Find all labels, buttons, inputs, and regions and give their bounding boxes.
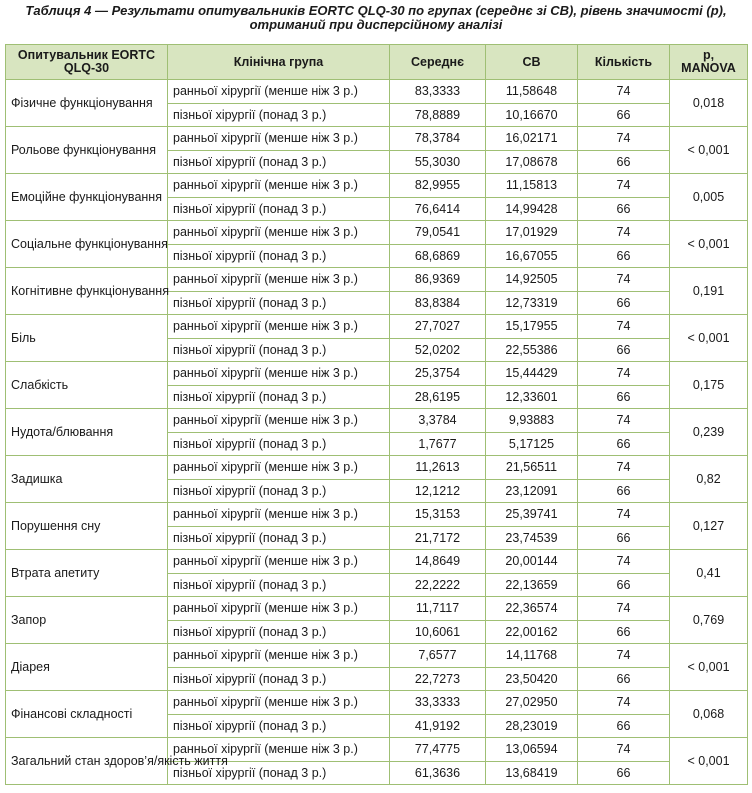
- clinical-group-cell: пізньої хірургії (понад 3 р.): [168, 244, 390, 268]
- header-count: Кількість: [578, 45, 670, 80]
- table-row: [6, 691, 748, 715]
- p-value-cell: 0,018: [670, 80, 748, 127]
- header-sd: СВ: [486, 45, 578, 80]
- sd-cell: 23,50420: [486, 667, 578, 691]
- parameter-cell: Емоційне функціонування: [6, 174, 168, 221]
- clinical-group-cell: пізньої хірургії (понад 3 р.): [168, 667, 390, 691]
- sd-cell: 17,08678: [486, 150, 578, 174]
- sd-cell: 20,00144: [486, 550, 578, 574]
- count-cell: 66: [578, 761, 670, 785]
- count-cell: 74: [578, 691, 670, 715]
- sd-cell: 5,17125: [486, 432, 578, 456]
- sd-cell: 22,36574: [486, 597, 578, 621]
- clinical-group-cell: ранньої хірургії (менше ніж 3 р.): [168, 80, 390, 104]
- parameter-cell: Нудота/блювання: [6, 409, 168, 456]
- count-cell: 74: [578, 738, 670, 762]
- parameter-cell: Втрата апетиту: [6, 550, 168, 597]
- clinical-group-cell: пізньої хірургії (понад 3 р.): [168, 432, 390, 456]
- sd-cell: 23,74539: [486, 526, 578, 550]
- sd-cell: 12,33601: [486, 385, 578, 409]
- mean-cell: 21,7172: [390, 526, 486, 550]
- p-value-cell: 0,127: [670, 503, 748, 550]
- count-cell: 66: [578, 667, 670, 691]
- count-cell: 74: [578, 174, 670, 198]
- sd-cell: 23,12091: [486, 479, 578, 503]
- count-cell: 74: [578, 127, 670, 151]
- count-cell: 66: [578, 150, 670, 174]
- count-cell: 66: [578, 291, 670, 315]
- sd-cell: 9,93883: [486, 409, 578, 433]
- parameter-cell: Діарея: [6, 644, 168, 691]
- mean-cell: 55,3030: [390, 150, 486, 174]
- p-value-cell: 0,005: [670, 174, 748, 221]
- count-cell: 66: [578, 573, 670, 597]
- clinical-group-cell: пізньої хірургії (понад 3 р.): [168, 526, 390, 550]
- mean-cell: 83,3333: [390, 80, 486, 104]
- parameter-cell: Рольове функціонування: [6, 127, 168, 174]
- sd-cell: 27,02950: [486, 691, 578, 715]
- mean-cell: 79,0541: [390, 221, 486, 245]
- count-cell: 66: [578, 103, 670, 127]
- clinical-group-cell: пізньої хірургії (понад 3 р.): [168, 197, 390, 221]
- results-table: [5, 44, 748, 785]
- mean-cell: 61,3636: [390, 761, 486, 785]
- p-value-cell: 0,068: [670, 691, 748, 738]
- sd-cell: 13,68419: [486, 761, 578, 785]
- mean-cell: 28,6195: [390, 385, 486, 409]
- clinical-group-cell: пізньої хірургії (понад 3 р.): [168, 103, 390, 127]
- mean-cell: 27,7027: [390, 315, 486, 339]
- clinical-group-cell: пізньої хірургії (понад 3 р.): [168, 150, 390, 174]
- table-row: [6, 268, 748, 292]
- parameter-cell: Задишка: [6, 456, 168, 503]
- sd-cell: 14,92505: [486, 268, 578, 292]
- p-value-cell: < 0,001: [670, 127, 748, 174]
- parameter-cell: Запор: [6, 597, 168, 644]
- table-row: [6, 221, 748, 245]
- mean-cell: 68,6869: [390, 244, 486, 268]
- sd-cell: 12,73319: [486, 291, 578, 315]
- count-cell: 74: [578, 315, 670, 339]
- clinical-group-cell: ранньої хірургії (менше ніж 3 р.): [168, 174, 390, 198]
- sd-cell: 11,58648: [486, 80, 578, 104]
- mean-cell: 52,0202: [390, 338, 486, 362]
- mean-cell: 1,7677: [390, 432, 486, 456]
- table-row: [6, 597, 748, 621]
- sd-cell: 10,16670: [486, 103, 578, 127]
- mean-cell: 14,8649: [390, 550, 486, 574]
- mean-cell: 41,9192: [390, 714, 486, 738]
- count-cell: 66: [578, 197, 670, 221]
- count-cell: 74: [578, 268, 670, 292]
- table-caption: Таблиця 4 — Результати опитувальників EORTC QLQ-30 по групах (середнє зі СВ), рівень значимості (р), отриманий при дисперсійному аналізі: [25, 3, 727, 32]
- clinical-group-cell: пізньої хірургії (понад 3 р.): [168, 479, 390, 503]
- p-value-cell: 0,82: [670, 456, 748, 503]
- mean-cell: 7,6577: [390, 644, 486, 668]
- sd-cell: 21,56511: [486, 456, 578, 480]
- parameter-cell: Соціальне функціонування: [6, 221, 168, 268]
- sd-cell: 25,39741: [486, 503, 578, 527]
- count-cell: 66: [578, 714, 670, 738]
- count-cell: 66: [578, 244, 670, 268]
- parameter-cell: Слабкість: [6, 362, 168, 409]
- header-questionnaire: Опитувальник EORTC QLQ-30: [6, 45, 168, 80]
- clinical-group-cell: ранньої хірургії (менше ніж 3 р.): [168, 597, 390, 621]
- sd-cell: 11,15813: [486, 174, 578, 198]
- clinical-group-cell: ранньої хірургії (менше ніж 3 р.): [168, 127, 390, 151]
- header-p-manova: р, MANOVA: [670, 45, 748, 80]
- mean-cell: 22,2222: [390, 573, 486, 597]
- mean-cell: 3,3784: [390, 409, 486, 433]
- mean-cell: 78,3784: [390, 127, 486, 151]
- mean-cell: 78,8889: [390, 103, 486, 127]
- sd-cell: 15,17955: [486, 315, 578, 339]
- count-cell: 74: [578, 221, 670, 245]
- clinical-group-cell: ранньої хірургії (менше ніж 3 р.): [168, 691, 390, 715]
- mean-cell: 83,8384: [390, 291, 486, 315]
- p-value-cell: 0,175: [670, 362, 748, 409]
- table-row: [6, 127, 748, 151]
- count-cell: 66: [578, 479, 670, 503]
- table-row: [6, 644, 748, 668]
- p-value-cell: < 0,001: [670, 221, 748, 268]
- count-cell: 74: [578, 362, 670, 386]
- mean-cell: 11,2613: [390, 456, 486, 480]
- count-cell: 74: [578, 550, 670, 574]
- mean-cell: 22,7273: [390, 667, 486, 691]
- p-value-cell: 0,769: [670, 597, 748, 644]
- clinical-group-cell: пізньої хірургії (понад 3 р.): [168, 761, 390, 785]
- p-value-cell: 0,191: [670, 268, 748, 315]
- p-value-cell: < 0,001: [670, 315, 748, 362]
- table-row: [6, 503, 748, 527]
- count-cell: 74: [578, 503, 670, 527]
- sd-cell: 14,99428: [486, 197, 578, 221]
- count-cell: 66: [578, 526, 670, 550]
- sd-cell: 15,44429: [486, 362, 578, 386]
- table-row: [6, 174, 748, 198]
- mean-cell: 12,1212: [390, 479, 486, 503]
- table-row: [6, 738, 748, 762]
- sd-cell: 22,55386: [486, 338, 578, 362]
- mean-cell: 11,7117: [390, 597, 486, 621]
- clinical-group-cell: ранньої хірургії (менше ніж 3 р.): [168, 221, 390, 245]
- count-cell: 74: [578, 597, 670, 621]
- table-row: [6, 456, 748, 480]
- count-cell: 74: [578, 80, 670, 104]
- mean-cell: 15,3153: [390, 503, 486, 527]
- sd-cell: 22,13659: [486, 573, 578, 597]
- clinical-group-cell: ранньої хірургії (менше ніж 3 р.): [168, 550, 390, 574]
- table-body: [6, 80, 748, 785]
- parameter-cell: Загальний стан здоров’я/якість життя: [6, 738, 168, 785]
- clinical-group-cell: ранньої хірургії (менше ніж 3 р.): [168, 644, 390, 668]
- clinical-group-cell: пізньої хірургії (понад 3 р.): [168, 714, 390, 738]
- mean-cell: 82,9955: [390, 174, 486, 198]
- table-row: [6, 362, 748, 386]
- table-row: [6, 550, 748, 574]
- count-cell: 74: [578, 644, 670, 668]
- clinical-group-cell: ранньої хірургії (менше ніж 3 р.): [168, 738, 390, 762]
- table-row: [6, 409, 748, 433]
- p-value-cell: 0,41: [670, 550, 748, 597]
- parameter-cell: Біль: [6, 315, 168, 362]
- header-row: [6, 45, 748, 80]
- sd-cell: 22,00162: [486, 620, 578, 644]
- table-row: [6, 315, 748, 339]
- mean-cell: 77,4775: [390, 738, 486, 762]
- mean-cell: 76,6414: [390, 197, 486, 221]
- count-cell: 66: [578, 432, 670, 456]
- parameter-cell: Фізичне функціонування: [6, 80, 168, 127]
- clinical-group-cell: пізньої хірургії (понад 3 р.): [168, 385, 390, 409]
- table-row: [6, 80, 748, 104]
- header-mean: Середнє: [390, 45, 486, 80]
- clinical-group-cell: пізньої хірургії (понад 3 р.): [168, 573, 390, 597]
- count-cell: 66: [578, 385, 670, 409]
- mean-cell: 10,6061: [390, 620, 486, 644]
- clinical-group-cell: ранньої хірургії (менше ніж 3 р.): [168, 456, 390, 480]
- sd-cell: 28,23019: [486, 714, 578, 738]
- p-value-cell: < 0,001: [670, 644, 748, 691]
- mean-cell: 25,3754: [390, 362, 486, 386]
- sd-cell: 16,67055: [486, 244, 578, 268]
- count-cell: 66: [578, 620, 670, 644]
- count-cell: 74: [578, 409, 670, 433]
- clinical-group-cell: пізньої хірургії (понад 3 р.): [168, 338, 390, 362]
- parameter-cell: Порушення сну: [6, 503, 168, 550]
- sd-cell: 13,06594: [486, 738, 578, 762]
- clinical-group-cell: ранньої хірургії (менше ніж 3 р.): [168, 268, 390, 292]
- mean-cell: 33,3333: [390, 691, 486, 715]
- parameter-cell: Когнітивне функціонування: [6, 268, 168, 315]
- clinical-group-cell: ранньої хірургії (менше ніж 3 р.): [168, 362, 390, 386]
- clinical-group-cell: ранньої хірургії (менше ніж 3 р.): [168, 315, 390, 339]
- parameter-cell: Фінансові складності: [6, 691, 168, 738]
- clinical-group-cell: ранньої хірургії (менше ніж 3 р.): [168, 503, 390, 527]
- header-clinical-group: Клінічна група: [168, 45, 390, 80]
- clinical-group-cell: пізньої хірургії (понад 3 р.): [168, 620, 390, 644]
- p-value-cell: 0,239: [670, 409, 748, 456]
- p-value-cell: < 0,001: [670, 738, 748, 785]
- sd-cell: 16,02171: [486, 127, 578, 151]
- mean-cell: 86,9369: [390, 268, 486, 292]
- count-cell: 66: [578, 338, 670, 362]
- sd-cell: 17,01929: [486, 221, 578, 245]
- sd-cell: 14,11768: [486, 644, 578, 668]
- clinical-group-cell: пізньої хірургії (понад 3 р.): [168, 291, 390, 315]
- clinical-group-cell: ранньої хірургії (менше ніж 3 р.): [168, 409, 390, 433]
- count-cell: 74: [578, 456, 670, 480]
